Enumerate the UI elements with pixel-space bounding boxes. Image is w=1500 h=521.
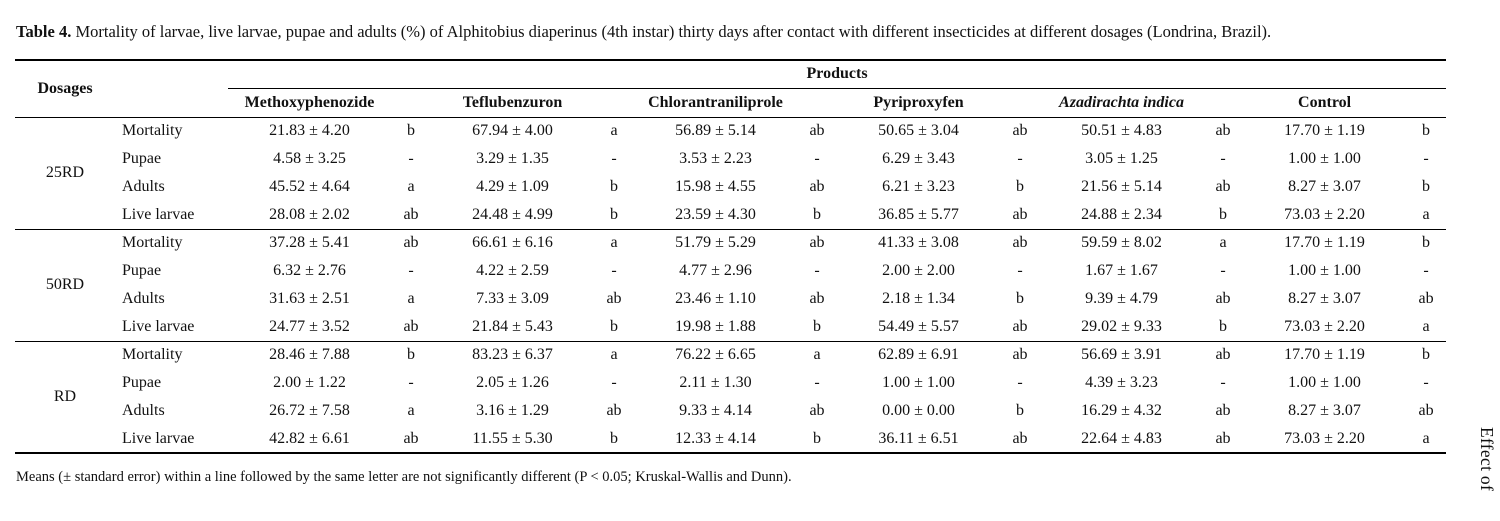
- letter-cell: -: [1017, 262, 1023, 279]
- letter-cell: -: [814, 374, 820, 391]
- value-cell: 29.02 ± 9.33: [1081, 317, 1162, 335]
- dosage-label: RD: [53, 387, 77, 405]
- value-cell: 17.70 ± 1.19: [1284, 346, 1365, 364]
- letter-cell: b: [407, 122, 415, 140]
- letter-cell: b: [1219, 205, 1227, 223]
- letter-cell: ab: [1215, 122, 1231, 140]
- header-row-top: [15, 60, 1446, 88]
- value-cell: 76.22 ± 6.65: [675, 346, 756, 364]
- value-cell: 24.77 ± 3.52: [269, 317, 350, 335]
- metric-label: Mortality: [122, 346, 183, 364]
- value-cell: 0.00 ± 0.00: [882, 402, 955, 419]
- value-cell: 2.18 ± 1.34: [882, 290, 955, 307]
- value-cell: 41.33 ± 3.08: [878, 234, 959, 252]
- value-cell: 83.23 ± 6.37: [472, 346, 553, 364]
- letter-cell: -: [1017, 150, 1023, 167]
- table-row: [15, 173, 1446, 201]
- letter-cell: -: [1017, 374, 1023, 391]
- product-header-methoxyphenozide: Methoxyphenozide: [244, 93, 375, 111]
- value-cell: 16.29 ± 4.32: [1081, 402, 1162, 419]
- value-cell: 1.00 ± 1.00: [1288, 150, 1361, 167]
- value-cell: 24.48 ± 4.99: [472, 205, 553, 223]
- metric-label: Mortality: [122, 234, 183, 252]
- letter-cell: ab: [1215, 346, 1231, 364]
- data-table: [15, 59, 1446, 454]
- table-row: [15, 341, 1446, 369]
- letter-cell: a: [1422, 317, 1430, 335]
- value-cell: 2.11 ± 1.30: [679, 374, 752, 391]
- value-cell: 1.00 ± 1.00: [1288, 262, 1361, 279]
- table-row: [15, 369, 1446, 397]
- letter-cell: a: [813, 346, 821, 364]
- letter-cell: ab: [606, 290, 622, 307]
- product-names-row: [15, 88, 1446, 117]
- dosage-group-rd: [15, 341, 1446, 453]
- letter-cell: ab: [809, 122, 825, 140]
- metric-label: Adults: [122, 290, 165, 307]
- value-cell: 21.56 ± 5.14: [1081, 178, 1162, 195]
- letter-cell: -: [1423, 374, 1429, 391]
- value-cell: 1.00 ± 1.00: [1288, 374, 1361, 391]
- letter-cell: -: [1423, 150, 1429, 167]
- value-cell: 3.16 ± 1.29: [476, 402, 549, 419]
- table-row: [15, 229, 1446, 257]
- table-row: [15, 425, 1446, 453]
- letter-cell: -: [1220, 150, 1226, 167]
- value-cell: 6.32 ± 2.76: [273, 262, 346, 279]
- value-cell: 50.65 ± 3.04: [878, 122, 959, 140]
- table-row: [15, 313, 1446, 341]
- table-caption-text: Mortality of larvae, live larvae, pupae and adults (%) of Alphitobius diaperinus (4th instar) thirty days after contact with different insecticides at different dosages (Londrina, Brazil).: [75, 22, 1272, 41]
- value-cell: 7.33 ± 3.09: [476, 290, 549, 307]
- value-cell: 73.03 ± 2.20: [1284, 317, 1365, 335]
- letter-cell: b: [813, 317, 821, 335]
- letter-cell: b: [1422, 234, 1431, 252]
- value-cell: 66.61 ± 6.16: [472, 234, 553, 252]
- table-row: [15, 257, 1446, 285]
- value-cell: 31.63 ± 2.51: [269, 290, 350, 307]
- value-cell: 4.58 ± 3.25: [273, 150, 346, 167]
- letter-cell: b: [610, 429, 618, 447]
- table-row: [15, 117, 1446, 145]
- letter-cell: -: [814, 150, 820, 167]
- letter-cell: ab: [809, 290, 825, 307]
- metric-label: Live larvae: [122, 205, 195, 223]
- value-cell: 42.82 ± 6.61: [269, 429, 350, 447]
- value-cell: 9.33 ± 4.14: [679, 402, 752, 419]
- letter-cell: ab: [1418, 290, 1434, 307]
- value-cell: 4.39 ± 3.23: [1085, 374, 1158, 391]
- value-cell: 24.88 ± 2.34: [1081, 205, 1162, 223]
- letter-cell: ab: [1012, 429, 1028, 447]
- value-cell: 28.46 ± 7.88: [269, 346, 350, 364]
- product-header-chlorantraniliprole: Chlorantraniliprole: [648, 93, 783, 111]
- letter-cell: b: [813, 205, 821, 223]
- value-cell: 62.89 ± 6.91: [878, 346, 959, 364]
- product-header-control: Control: [1298, 93, 1352, 111]
- letter-cell: -: [408, 374, 414, 391]
- letter-cell: -: [611, 262, 617, 279]
- value-cell: 51.79 ± 5.29: [675, 234, 756, 252]
- letter-cell: ab: [1418, 402, 1434, 419]
- letter-cell: ab: [1012, 317, 1028, 335]
- metric-label: Pupae: [122, 262, 162, 279]
- value-cell: 23.59 ± 4.30: [675, 205, 756, 223]
- letter-cell: ab: [403, 429, 419, 447]
- letter-cell: ab: [403, 234, 419, 252]
- table-head: [15, 60, 1446, 117]
- letter-cell: ab: [606, 402, 622, 419]
- letter-cell: ab: [1215, 290, 1231, 307]
- value-cell: 67.94 ± 4.00: [472, 122, 553, 140]
- letter-cell: ab: [403, 205, 419, 223]
- value-cell: 37.28 ± 5.41: [269, 234, 350, 252]
- letter-cell: ab: [809, 178, 825, 195]
- value-cell: 22.64 ± 4.83: [1081, 429, 1162, 447]
- value-cell: 2.00 ± 1.22: [273, 374, 346, 391]
- table-caption-label: Table 4.: [16, 22, 72, 41]
- letter-cell: a: [1219, 234, 1227, 252]
- letter-cell: a: [407, 402, 415, 419]
- letter-cell: -: [408, 150, 414, 167]
- value-cell: 15.98 ± 4.55: [675, 178, 756, 195]
- empty-header-cell: [115, 60, 228, 117]
- letter-cell: -: [408, 262, 414, 279]
- value-cell: 12.33 ± 4.14: [675, 429, 756, 447]
- letter-cell: b: [1422, 122, 1431, 140]
- letter-cell: a: [407, 178, 415, 195]
- product-header-pyriproxyfen: Pyriproxyfen: [873, 93, 964, 111]
- letter-cell: b: [610, 178, 618, 195]
- letter-cell: b: [610, 205, 618, 223]
- letter-cell: b: [1016, 402, 1024, 419]
- value-cell: 54.49 ± 5.57: [878, 317, 959, 335]
- products-header: Products: [228, 60, 1446, 88]
- value-cell: 21.84 ± 5.43: [472, 317, 553, 335]
- letter-cell: b: [1422, 346, 1431, 364]
- letter-cell: a: [1422, 429, 1430, 447]
- table-row: [15, 397, 1446, 425]
- value-cell: 4.29 ± 1.09: [476, 178, 549, 195]
- value-cell: 2.05 ± 1.26: [476, 374, 549, 391]
- value-cell: 3.53 ± 2.23: [679, 150, 752, 167]
- value-cell: 17.70 ± 1.19: [1284, 234, 1365, 252]
- value-cell: 59.59 ± 8.02: [1081, 234, 1162, 252]
- letter-cell: b: [1422, 178, 1431, 195]
- value-cell: 6.21 ± 3.23: [882, 178, 955, 195]
- letter-cell: ab: [1215, 178, 1231, 195]
- dosage-group-25rd: [15, 117, 1446, 229]
- letter-cell: b: [1016, 290, 1024, 307]
- letter-cell: -: [611, 150, 617, 167]
- value-cell: 8.27 ± 3.07: [1288, 402, 1361, 419]
- value-cell: 8.27 ± 3.07: [1288, 178, 1361, 195]
- letter-cell: ab: [809, 234, 825, 252]
- letter-cell: ab: [1012, 122, 1028, 140]
- value-cell: 3.05 ± 1.25: [1085, 150, 1158, 167]
- metric-label: Adults: [122, 402, 165, 419]
- letter-cell: ab: [1012, 205, 1028, 223]
- letter-cell: ab: [403, 317, 419, 335]
- value-cell: 17.70 ± 1.19: [1284, 122, 1365, 140]
- value-cell: 21.83 ± 4.20: [269, 122, 350, 140]
- metric-label: Adults: [122, 178, 165, 195]
- letter-cell: a: [407, 290, 415, 307]
- letter-cell: -: [1220, 374, 1226, 391]
- value-cell: 4.22 ± 2.59: [476, 262, 549, 279]
- letter-cell: ab: [1215, 429, 1231, 447]
- value-cell: 36.11 ± 6.51: [878, 429, 959, 447]
- value-cell: 1.00 ± 1.00: [882, 374, 955, 391]
- table-caption: [0, 0, 1500, 42]
- value-cell: 26.72 ± 7.58: [269, 402, 350, 419]
- value-cell: 6.29 ± 3.43: [882, 150, 955, 167]
- value-cell: 9.39 ± 4.79: [1085, 290, 1158, 307]
- table-row: [15, 145, 1446, 173]
- letter-cell: ab: [1012, 234, 1028, 252]
- letter-cell: a: [1422, 205, 1430, 223]
- value-cell: 50.51 ± 4.83: [1081, 122, 1162, 140]
- metric-label: Live larvae: [122, 429, 195, 447]
- dosage-label: 25RD: [45, 164, 85, 181]
- value-cell: 73.03 ± 2.20: [1284, 205, 1365, 223]
- value-cell: 8.27 ± 3.07: [1288, 290, 1361, 307]
- value-cell: 56.89 ± 5.14: [675, 122, 756, 140]
- metric-label: Live larvae: [122, 317, 195, 335]
- letter-cell: b: [1016, 178, 1024, 195]
- table-row: [15, 201, 1446, 229]
- letter-cell: -: [611, 374, 617, 391]
- letter-cell: b: [1219, 317, 1227, 335]
- dosages-header: Dosages: [37, 79, 93, 97]
- value-cell: 23.46 ± 1.10: [675, 290, 756, 307]
- letter-cell: b: [407, 346, 415, 364]
- value-cell: 1.67 ± 1.67: [1085, 262, 1158, 279]
- value-cell: 56.69 ± 3.91: [1081, 346, 1162, 364]
- metric-label: Mortality: [122, 122, 183, 140]
- value-cell: 19.98 ± 1.88: [675, 317, 756, 335]
- dosage-group-50rd: [15, 229, 1446, 341]
- value-cell: 11.55 ± 5.30: [472, 429, 553, 447]
- side-rotated-text: Effect of: [1477, 427, 1497, 492]
- letter-cell: ab: [1215, 402, 1231, 419]
- letter-cell: -: [1423, 262, 1429, 279]
- value-cell: 2.00 ± 2.00: [882, 262, 955, 279]
- letter-cell: a: [610, 234, 618, 252]
- value-cell: 28.08 ± 2.02: [269, 205, 350, 223]
- dosage-label: 50RD: [45, 276, 85, 293]
- table-row: [15, 285, 1446, 313]
- letter-cell: ab: [1012, 346, 1028, 364]
- letter-cell: a: [610, 122, 618, 140]
- value-cell: 3.29 ± 1.35: [476, 150, 549, 167]
- product-header-azadirachta-indica: Azadirachta indica: [1059, 93, 1184, 111]
- value-cell: 36.85 ± 5.77: [878, 205, 959, 223]
- letter-cell: a: [610, 346, 618, 364]
- value-cell: 45.52 ± 4.64: [269, 178, 350, 195]
- letter-cell: -: [814, 262, 820, 279]
- letter-cell: b: [813, 429, 821, 447]
- footnote: Means (± standard error) within a line followed by the same letter are not significantly different (P < 0.05; Kruskal-Wallis and Dunn).: [16, 469, 792, 485]
- metric-label: Pupae: [122, 150, 162, 167]
- metric-label: Pupae: [122, 374, 162, 391]
- letter-cell: -: [1220, 262, 1226, 279]
- value-cell: 4.77 ± 2.96: [679, 262, 752, 279]
- letter-cell: b: [610, 317, 618, 335]
- letter-cell: ab: [809, 402, 825, 419]
- product-header-teflubenzuron: Teflubenzuron: [462, 93, 563, 111]
- value-cell: 73.03 ± 2.20: [1284, 429, 1365, 447]
